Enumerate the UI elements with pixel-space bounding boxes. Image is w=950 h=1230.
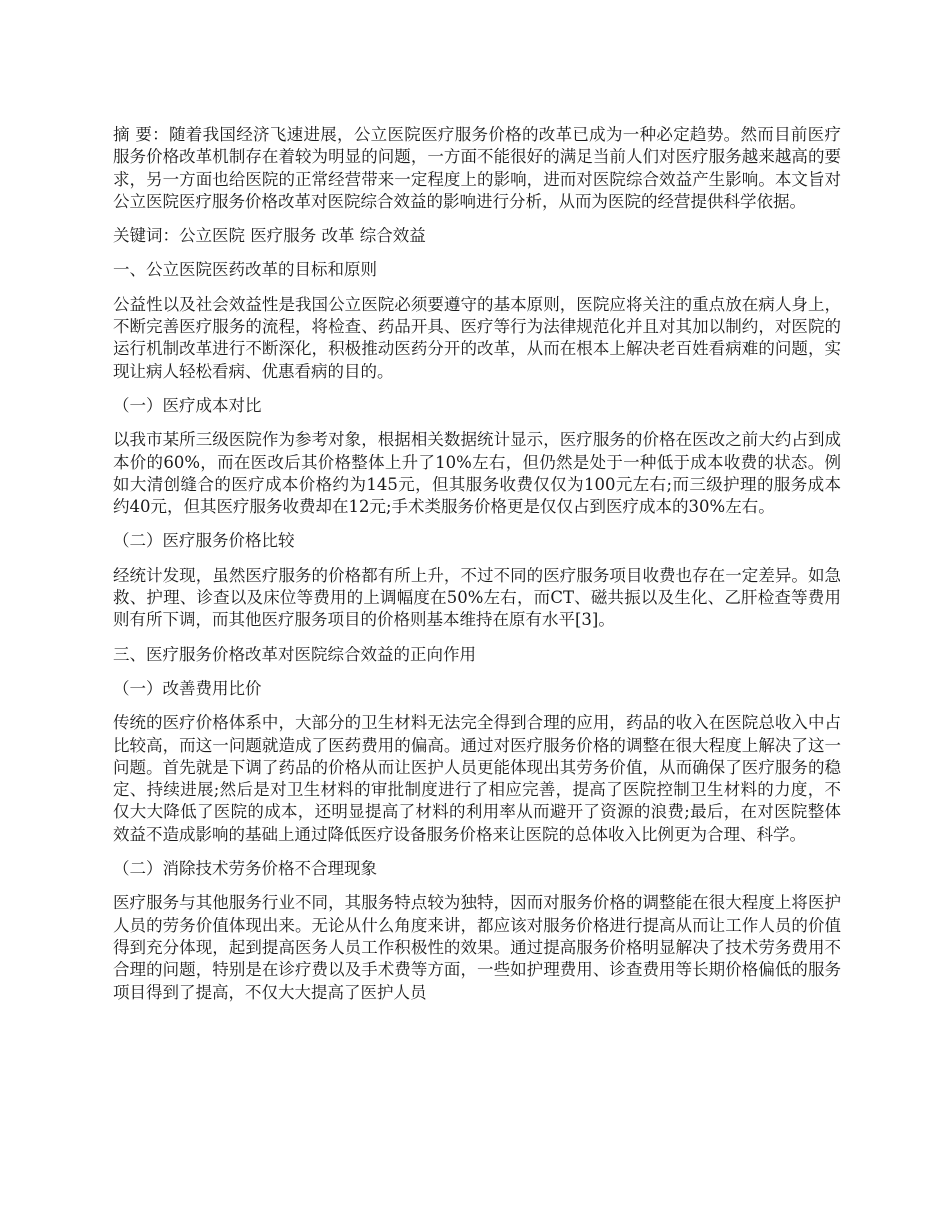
subsection-price-paragraph: 经统计发现，虽然医疗服务的价格都有所上升，不过不同的医疗服务项目收费也存在一定差异。如急救、护理、诊查以及床位等费用的上调幅度在50%左右，而CT、磁共振以及生化、乙肝检查等费用则有所下调，而其他医疗服务项目的价格则基本维持在原有水平[3]。 (113, 565, 841, 630)
section-heading-3: 三、医疗服务价格改革对医院综合效益的正向作用 (113, 644, 476, 664)
section-heading-1: 一、公立医院医药改革的目标和原则 (113, 260, 377, 280)
subsection-heading-ratio: （一）改善费用比价 (113, 678, 262, 698)
subsection-heading-cost: （一）医疗成本对比 (113, 395, 262, 415)
subsection-ratio-paragraph: 传统的医疗价格体系中，大部分的卫生材料无法完全得到合理的应用，药品的收入在医院总收入中占比较高，而这一问题就造成了医药费用的偏高。通过对医疗服务价格的调整在很大程度上解决了这一问题。首先就是下调了药品的价格从而让医护人员更能体现出其劳务价值，从而确保了医疗服务的稳定、持续进展;然后是对卫生材料的审批制度进行了相应完善，提高了医院控制卫生材料的力度，不仅大大降低了医院的成本，还明显提高了材料的利用率从而避开了资源的浪费;最后，在对医院整体效益不造成影响的基础上通过降低医疗设备服务价格来让医院的总体收入比例更为合理、科学。 (113, 713, 841, 844)
document-page (113, 124, 841, 1016)
subsection-labor-paragraph: 医疗服务与其他服务行业不同，其服务特点较为独特，因而对服务价格的调整能在很大程度上将医护人员的劳务价值体现出来。无论从什么角度来讲，都应该对服务价格进行提高从而让工作人员的价值得到充分体现，起到提高医务人员工作积极性的效果。通过提高服务价格明显解决了技术劳务费用不合理的问题，特别是在诊疗费以及手术费等方面，一些如护理费用、诊查费用等长期价格偏低的服务项目得到了提高，不仅大大提高了医护人员 (113, 893, 841, 1002)
section-1-paragraph: 公益性以及社会效益性是我国公立医院必须要遵守的基本原则，医院应将关注的重点放在病人身上，不断完善医疗服务的流程，将检查、药品开具、医疗等行为法律规范化并且对其加以制约，对医院的运行机制改革进行不断深化，积极推动医药分开的改革，从而在根本上解决老百姓看病难的问题，实现让病人轻松看病、优惠看病的目的。 (113, 294, 841, 381)
keywords-line: 关键词：公立医院 医疗服务 改革 综合效益 (113, 226, 426, 246)
subsection-heading-price: （二）医疗服务价格比较 (113, 531, 295, 551)
subsection-heading-labor: （二）消除技术劳务价格不合理现象 (113, 859, 377, 879)
subsection-cost-paragraph: 以我市某所三级医院作为参考对象，根据相关数据统计显示，医疗服务的价格在医改之前大约占到成本价的60%，而在医改后其价格整体上升了10%左右，但仍然是处于一种低于成本收费的状态。例如大清创缝合的医疗成本价格约为145元，但其服务收费仅仅为100元左右;而三级护理的服务成本约40元，但其医疗服务收费却在12元;手术类服务价格更是仅仅占到医疗成本的30%左右。 (113, 430, 841, 517)
abstract-paragraph: 摘 要：随着我国经济飞速进展，公立医院医疗服务价格的改革已成为一种必定趋势。然而目前医疗服务价格改革机制存在着较为明显的问题，一方面不能很好的满足当前人们对医疗服务越来越高的要求，另一方面也给医院的正常经营带来一定程度上的影响，进而对医院综合效益产生影响。本文旨对公立医院医疗服务价格改革对医院综合效益的影响进行分析，从而为医院的经营提供科学依据。 (113, 125, 841, 211)
